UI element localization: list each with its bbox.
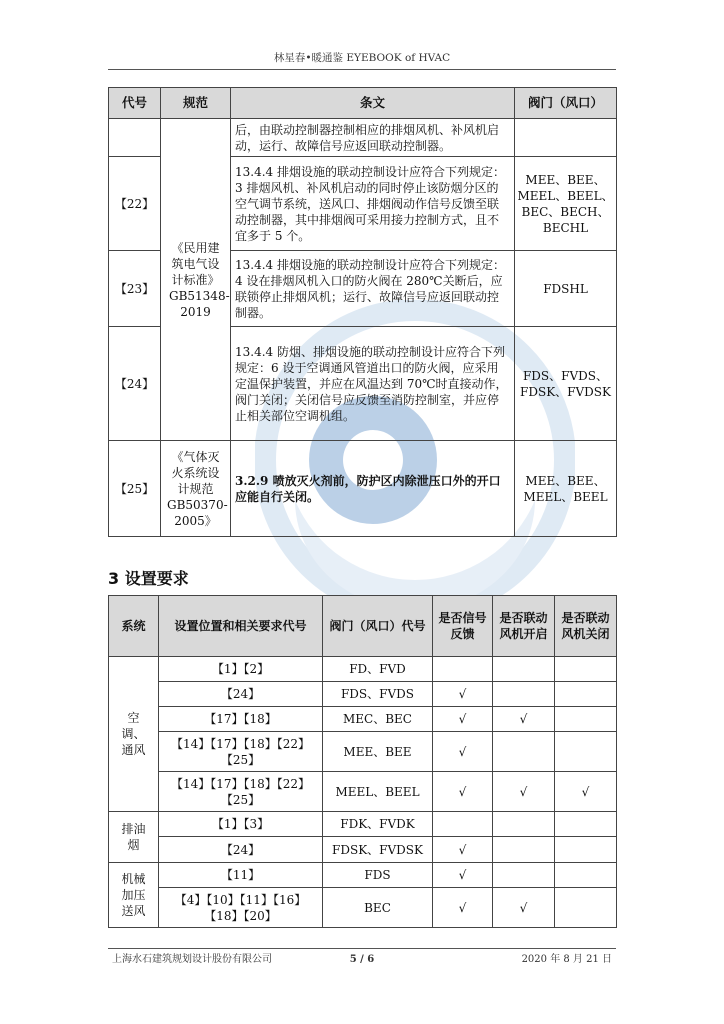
fan-off-cell: [555, 888, 617, 928]
fan-on-cell: [493, 732, 555, 772]
position-cell: 【1】【2】: [159, 657, 323, 682]
valve-cell: MEEL、BEEL: [323, 772, 433, 812]
page-header: [108, 48, 616, 70]
header-title: 林星春•暖通鉴 EYEBOOK of HVAC: [273, 52, 451, 64]
spec-cell: 《气体灭火系统设计规范 GB50370-2005》: [161, 441, 231, 537]
valve-cell: MEC、BEC: [323, 707, 433, 732]
clause-cell: 3.2.9 喷放灭火剂前，防护区内除泄压口外的开口应能自行关闭。: [231, 441, 515, 537]
table-row: [109, 682, 617, 707]
fan-on-cell: √: [493, 707, 555, 732]
position-cell: 【1】【3】: [159, 812, 323, 837]
position-cell: 【14】【17】【18】【22】【25】: [159, 772, 323, 812]
col-position: 设置位置和相关要求代号: [159, 596, 323, 657]
position-cell: 【14】【17】【18】【22】【25】: [159, 732, 323, 772]
fan-on-cell: √: [493, 888, 555, 928]
table-header-row: [109, 88, 617, 119]
table-row: [109, 657, 617, 682]
feedback-cell: √: [433, 732, 493, 772]
fan-on-cell: [493, 657, 555, 682]
feedback-cell: √: [433, 682, 493, 707]
fan-off-cell: [555, 812, 617, 837]
col-system: 系统: [109, 596, 159, 657]
valve-cell: MEE、BEE、MEEL、BEEL: [515, 441, 617, 537]
feedback-cell: √: [433, 837, 493, 863]
fan-on-cell: [493, 812, 555, 837]
col-valve: 阀门（风口）: [515, 88, 617, 119]
valve-cell: FDS: [323, 863, 433, 888]
table-row: [109, 707, 617, 732]
col-spec: 规范: [161, 88, 231, 119]
fan-off-cell: [555, 682, 617, 707]
page-footer: [108, 948, 616, 971]
feedback-cell: √: [433, 888, 493, 928]
valve-cell: [515, 119, 617, 157]
clause-cell: 后，由联动控制器控制相应的排烟风机、补风机启动，运行、故障信号应返回联动控制器。: [231, 119, 515, 157]
table-row: [109, 119, 617, 157]
col-valve: 阀门（风口）代号: [323, 596, 433, 657]
valve-cell: FDK、FVDK: [323, 812, 433, 837]
feedback-cell: [433, 812, 493, 837]
footer-page-number: 5 / 6: [349, 954, 375, 965]
feedback-cell: [433, 657, 493, 682]
fan-off-cell: √: [555, 772, 617, 812]
table-row: [109, 441, 617, 537]
position-cell: 【24】: [159, 682, 323, 707]
table-row: [109, 863, 617, 888]
valve-cell: FD、FVD: [323, 657, 433, 682]
fan-off-cell: [555, 863, 617, 888]
fan-on-cell: [493, 863, 555, 888]
footer-company: 上海水石建筑规划设计股份有限公司: [112, 954, 272, 965]
feedback-cell: √: [433, 772, 493, 812]
code-cell: 【22】: [109, 157, 161, 251]
col-feedback: 是否信号反馈: [433, 596, 493, 657]
col-fan-off: 是否联动风机关闭: [555, 596, 617, 657]
position-cell: 【4】【10】【11】【16】【18】【20】: [159, 888, 323, 928]
position-cell: 【11】: [159, 863, 323, 888]
code-cell: 【25】: [109, 441, 161, 537]
setup-requirement-table: [108, 595, 617, 928]
table-header-row: [109, 596, 617, 657]
valve-cell: FDSHL: [515, 251, 617, 327]
system-cell: 排油烟: [109, 812, 159, 863]
valve-cell: FDS、FVDS: [323, 682, 433, 707]
code-cell: 【23】: [109, 251, 161, 327]
footer-date: 2020 年 8 月 21 日: [521, 954, 612, 965]
position-cell: 【17】【18】: [159, 707, 323, 732]
system-cell: 空调、通风: [109, 657, 159, 812]
valve-cell: MEE、BEE: [323, 732, 433, 772]
table-row: [109, 812, 617, 837]
fan-on-cell: [493, 837, 555, 863]
feedback-cell: √: [433, 863, 493, 888]
linkage-clause-table: [108, 87, 617, 537]
col-code: 代号: [109, 88, 161, 119]
clause-cell: 13.4.4 排烟设施的联动控制设计应符合下列规定：4 设在排烟风机入口的防火阀在 280℃关断后，应联锁停止排烟风机；运行、故障信号应返回联动控制器。: [231, 251, 515, 327]
valve-cell: MEE、BEE、MEEL、BEEL、BEC、BECH、BECHL: [515, 157, 617, 251]
fan-on-cell: [493, 682, 555, 707]
table-row: [109, 837, 617, 863]
code-cell: 【24】: [109, 327, 161, 441]
fan-off-cell: [555, 837, 617, 863]
table-row: [109, 888, 617, 928]
fan-off-cell: [555, 707, 617, 732]
position-cell: 【24】: [159, 837, 323, 863]
valve-cell: FDS、FVDS、FDSK、FVDSK: [515, 327, 617, 441]
fan-off-cell: [555, 732, 617, 772]
col-fan-on: 是否联动风机开启: [493, 596, 555, 657]
table-row: [109, 772, 617, 812]
spec-cell: 《民用建筑电气设计标准》GB51348-2019: [161, 119, 231, 441]
valve-cell: FDSK、FVDSK: [323, 837, 433, 863]
fan-off-cell: [555, 657, 617, 682]
fan-on-cell: √: [493, 772, 555, 812]
system-cell: 机械加压送风: [109, 863, 159, 928]
section-title: 3 设置要求: [108, 569, 189, 588]
table-row: [109, 732, 617, 772]
col-clause: 条文: [231, 88, 515, 119]
valve-cell: BEC: [323, 888, 433, 928]
code-cell: [109, 119, 161, 157]
clause-cell: 13.4.4 防烟、排烟设施的联动控制设计应符合下列规定：6 设于空调通风管道出口的防火阀，应采用定温保护装置，并应在风温达到 70℃时直接动作，阀门关闭；关闭信号应反馈至消防控制室，并应停止相关部位空调机组。: [231, 327, 515, 441]
feedback-cell: √: [433, 707, 493, 732]
clause-cell: 13.4.4 排烟设施的联动控制设计应符合下列规定：3 排烟风机、补风机启动的同时停止该防烟分区的空气调节系统，送风口、排烟阀动作信号反馈至联动控制器，其中排烟阀可采用接力控制方式，且不宜多于 5 个。: [231, 157, 515, 251]
